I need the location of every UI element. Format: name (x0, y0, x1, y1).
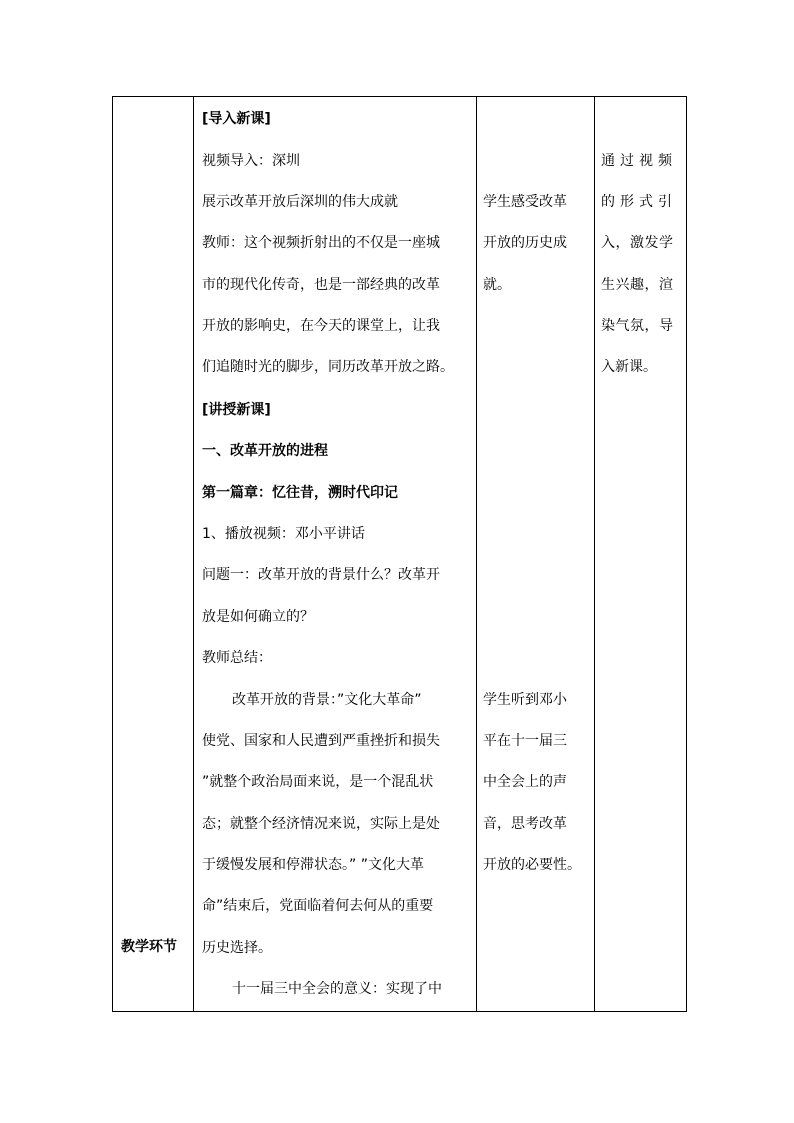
heading-new-lesson: [讲授新课] (202, 402, 271, 418)
text-line: 音，思考改革 (483, 816, 567, 832)
text-line: 问题一：改革开放的背景什么？改革开 (202, 567, 440, 583)
text-line: 就。 (483, 277, 511, 293)
text-line: 开放的必要性。 (483, 857, 581, 873)
text-line: 平在十一届三 (483, 733, 567, 749)
column-divider (476, 97, 477, 1011)
text-line: 开放的历史成 (483, 235, 567, 251)
text-line: 改革开放的背景：”文化大革命” (232, 692, 422, 708)
column-divider (594, 97, 595, 1011)
chapter-heading: 第一篇章：忆往昔，溯时代印记 (202, 485, 398, 501)
text-line: 染气氛，导 (601, 318, 674, 334)
heading-intro: [导入新课] (202, 111, 271, 127)
text-line: 学生感受改革 (483, 194, 567, 210)
design-intent-column (601, 97, 685, 1011)
text-line: 十一届三中全会的意义：实现了中 (232, 981, 442, 997)
text-line: 态；就整个经济情况来说，实际上是处 (202, 816, 440, 832)
text-line: 历史选择。 (202, 940, 272, 956)
text-line: 1、播放视频：邓小平讲话 (202, 526, 365, 542)
row-label-teaching-stage: 教学环节 (121, 939, 177, 955)
text-line: 生兴趣，渲 (601, 277, 674, 293)
text-line: 放是如何确立的？ (202, 609, 314, 625)
text-line: 视频导入：深圳 (202, 153, 300, 169)
text-line: 市的现代化传奇，也是一部经典的改革 (202, 277, 440, 293)
text-line: 们追随时光的脚步，同历改革开放之路。 (202, 359, 454, 375)
text-line: 使党、国家和人民遭到严重挫折和损失 (202, 733, 440, 749)
text-line: 入新课。 (601, 359, 657, 375)
text-line: 通过视频 (601, 153, 677, 169)
section-heading: 一、改革开放的进程 (202, 443, 328, 459)
text-line: 学生听到邓小 (483, 692, 567, 708)
text-line: 开放的影响史，在今天的课堂上，让我 (202, 318, 440, 334)
text-line: 展示改革开放后深圳的伟大成就 (202, 194, 398, 210)
text-line: ”就整个政治局面来说，是一个混乱状 (202, 774, 434, 790)
text-line: 教师：这个视频折射出的不仅是一座城 (202, 235, 440, 251)
text-line: 于缓慢发展和停滞状态。” ”文化大革 (202, 857, 424, 873)
lesson-plan-table (112, 96, 687, 1012)
text-line: 中全会上的声 (483, 774, 567, 790)
column-divider (193, 97, 194, 1011)
text-line: 教师总结： (202, 650, 272, 666)
text-line: 的形式引 (601, 194, 677, 210)
text-line: 入，激发学 (601, 235, 674, 251)
student-activity-column (483, 97, 591, 1011)
text-line: 命”结束后，党面临着何去何从的重要 (202, 898, 434, 914)
teacher-activity-column (202, 97, 474, 1011)
